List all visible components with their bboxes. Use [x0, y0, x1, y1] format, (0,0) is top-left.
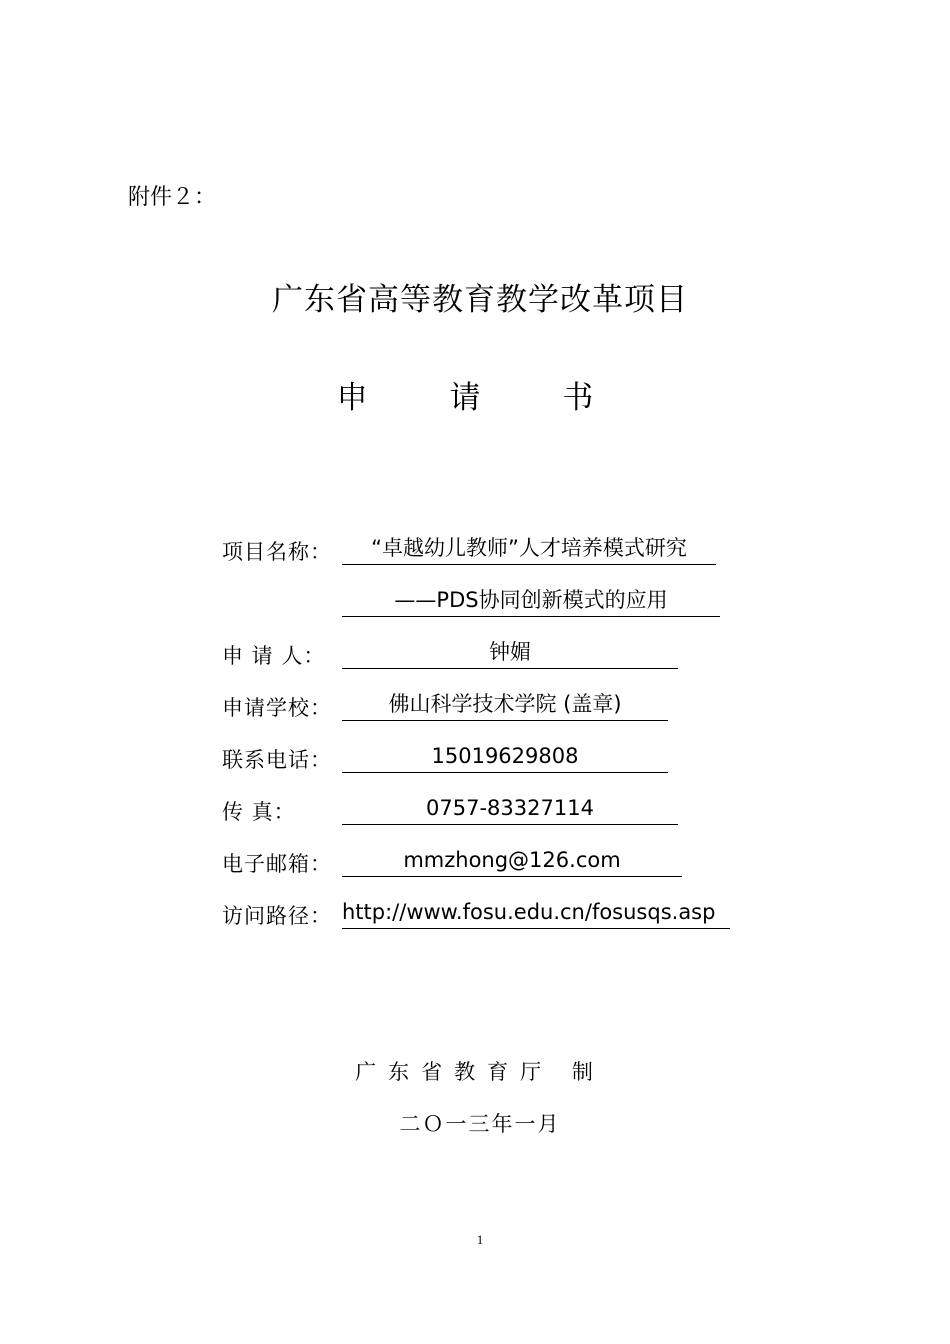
school-value: 佛山科学技术学院 (盖章)	[342, 690, 668, 721]
email-label: 电子邮箱：	[222, 852, 332, 876]
fax-label: 传 真：	[222, 800, 296, 824]
attachment-label: 附件２：	[128, 185, 217, 210]
page-number: 1	[476, 1232, 484, 1247]
project-name-label: 项目名称：	[222, 540, 332, 564]
url-value: http://www.fosu.edu.cn/fosusqs.asp	[342, 898, 730, 929]
applicant-value: 钟媚	[342, 638, 678, 669]
issuer-line: 广东省教育厅 制	[355, 1060, 605, 1084]
document-subtitle: 申 请 书	[336, 380, 630, 416]
fax-value: 0757-83327114	[342, 794, 678, 825]
project-name-value-line1: “卓越幼儿教师”人才培养模式研究	[342, 534, 716, 565]
school-label: 申请学校：	[222, 696, 332, 720]
email-value: mmzhong@126.com	[342, 846, 682, 877]
phone-value: 15019629808	[342, 742, 668, 773]
project-name-value-line2: ——PDS协同创新模式的应用	[342, 586, 720, 617]
issue-date: 二Ｏ一三年一月	[399, 1112, 561, 1136]
url-label: 访问路径：	[222, 904, 332, 928]
applicant-label: 申 请 人：	[222, 644, 326, 668]
document-title: 广东省高等教育教学改革项目	[272, 282, 688, 318]
phone-label: 联系电话：	[222, 748, 332, 772]
